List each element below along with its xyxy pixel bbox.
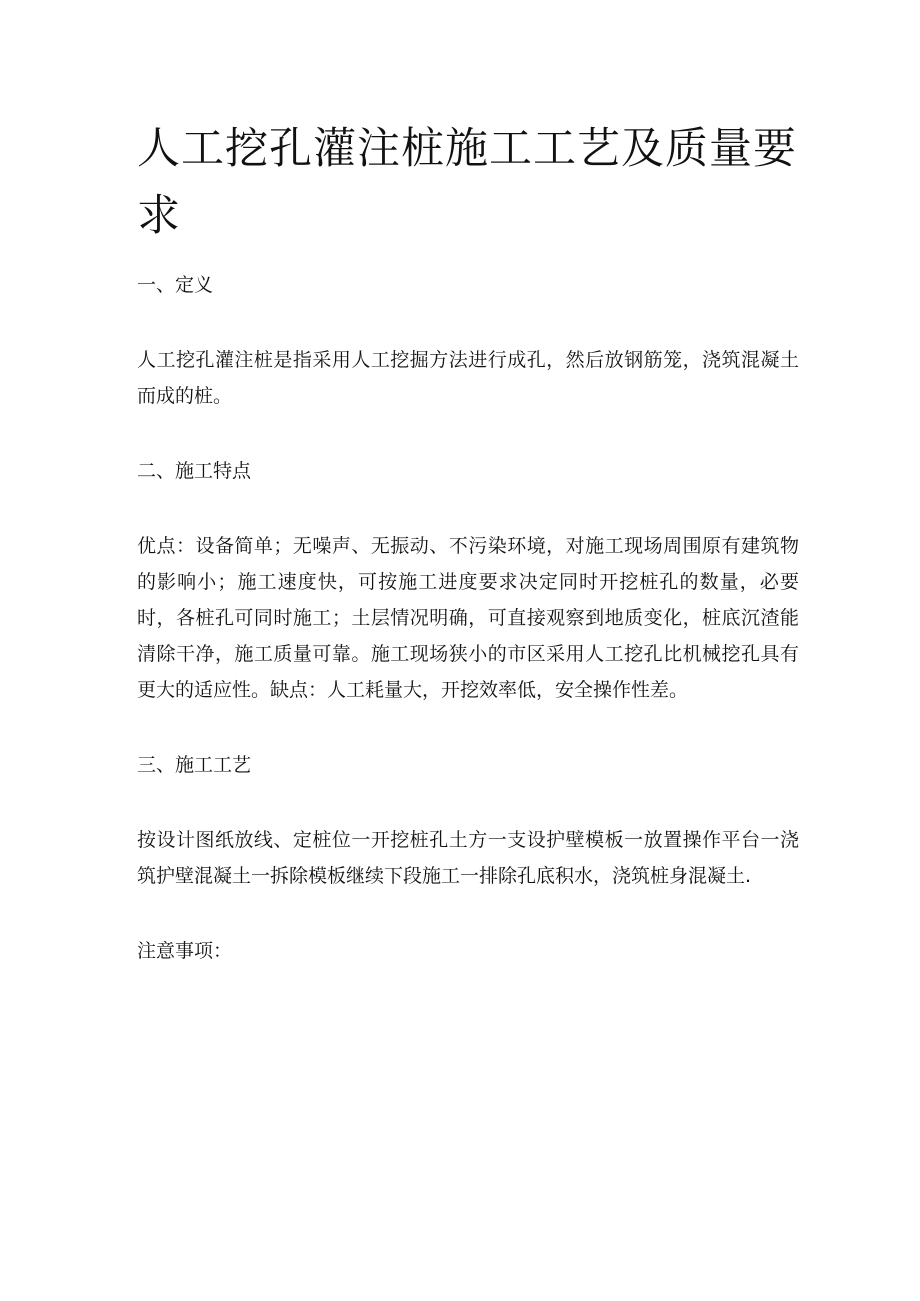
section-heading-definition: 一、定义 bbox=[137, 274, 214, 296]
section-body-features: 优点：设备简单；无噪声、无振动、不污染环境，对施工现场周围原有建筑物的影响小；施工速度快，可按施工进度要求决定同时开挖桩孔的数量，必要时，各桩孔可同时施工；土层情况明确，可直接观察到地质变化，桩底沉渣能清除干净，施工质量可靠。施工现场狭小的市区采用人工挖孔比机械挖孔具有更大的适应性。缺点：人工耗量大，开挖效率低，安全操作性差。 bbox=[137, 535, 799, 701]
section-heading-process: 三、施工工艺 bbox=[137, 754, 252, 776]
section-body-process: 按设计图纸放线、定桩位一开挖桩孔土方一支设护壁模板一放置操作平台一浇筑护壁混凝土一拆除模板继续下段施工一排除孔底积水，浇筑桩身混凝土. bbox=[137, 829, 799, 887]
notes-heading: 注意事项： bbox=[137, 940, 233, 962]
document-title: 人工挖孔灌注桩施工工艺及质量要求 bbox=[137, 124, 797, 241]
section-heading-features: 二、施工特点 bbox=[137, 460, 252, 482]
section-body-definition: 人工挖孔灌注桩是指采用人工挖掘方法进行成孔，然后放钢筋笼，浇筑混凝土而成的桩。 bbox=[137, 349, 799, 407]
document-content bbox=[137, 116, 799, 963]
